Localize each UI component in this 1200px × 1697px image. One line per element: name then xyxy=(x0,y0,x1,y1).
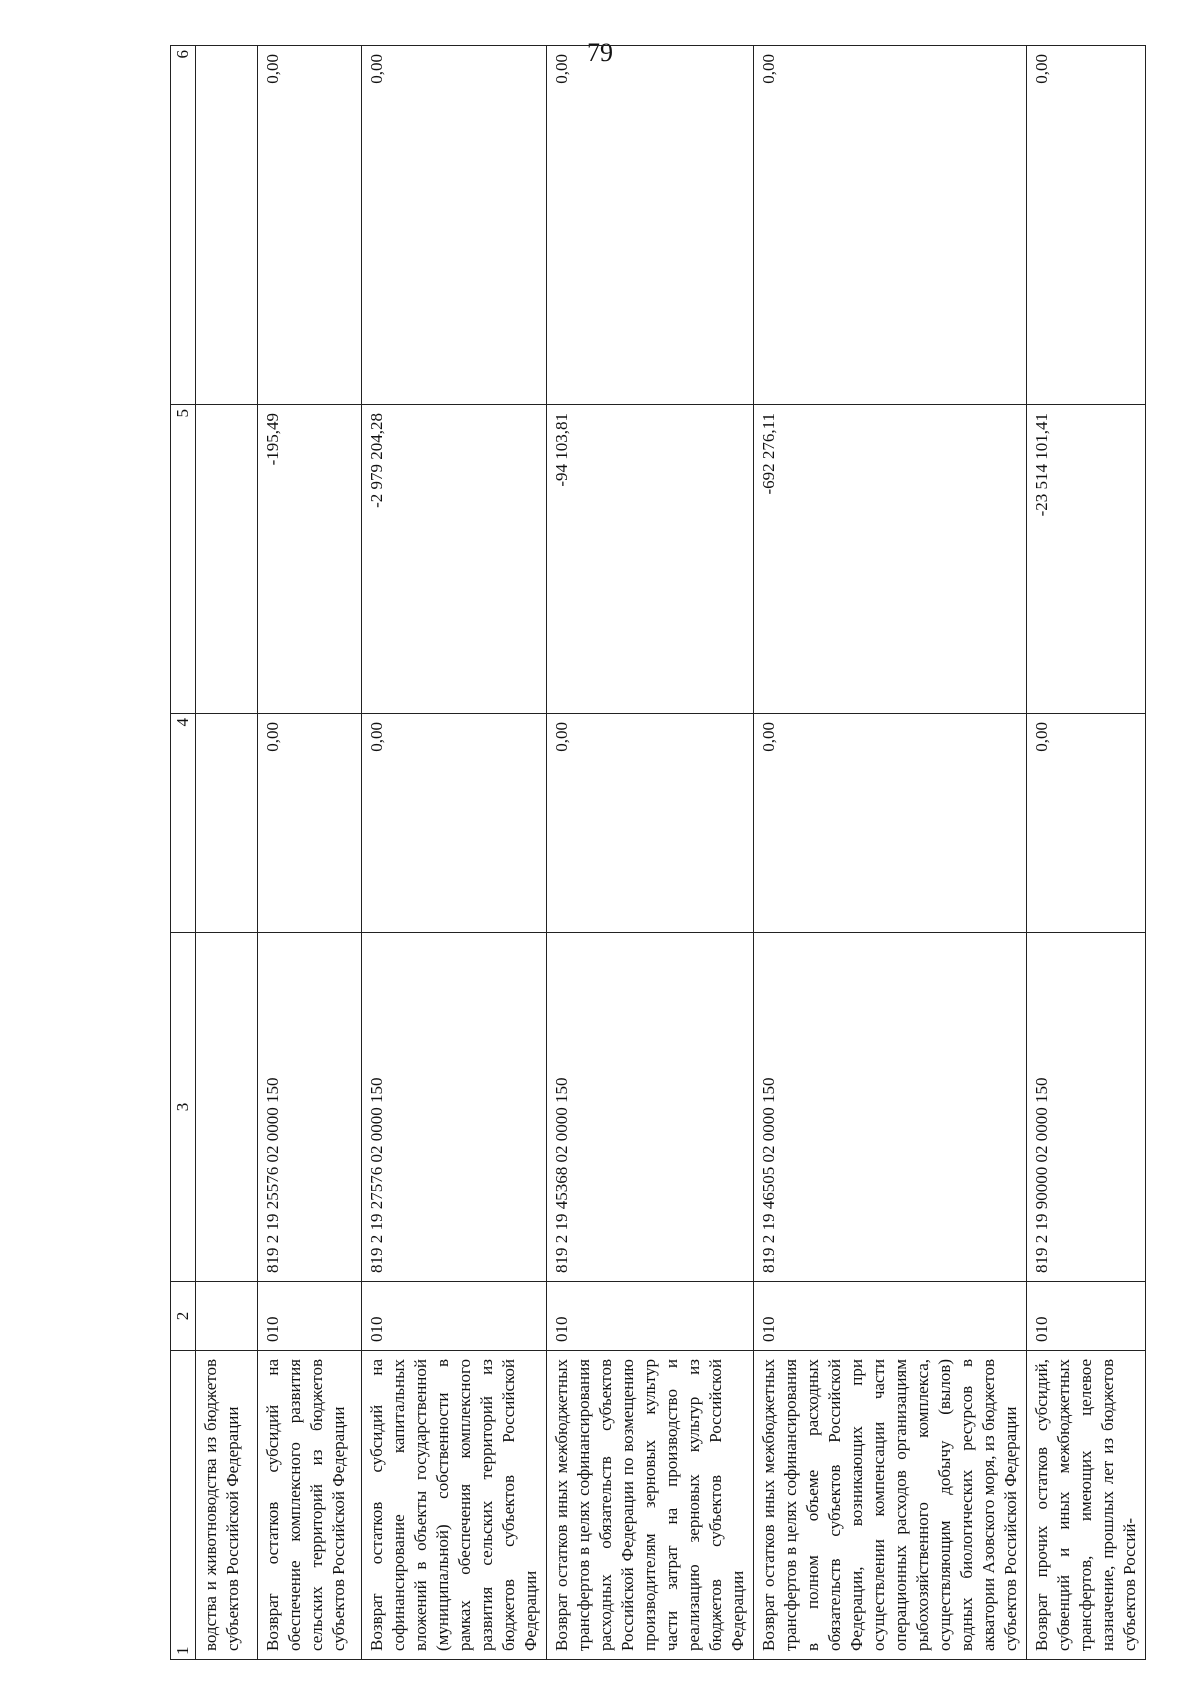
row-value-4: 0,00 xyxy=(258,714,362,933)
row-code: 010 xyxy=(258,1282,362,1351)
row-value-5: -2 979 204,28 xyxy=(362,405,547,714)
row-code: 010 xyxy=(1027,1282,1146,1351)
row-description: Возврат остатков иных межбюджетных трансфертов в целях софинансирования в полном объеме расходных обязательств субъектов Российской Федерации, возникающих при осуществлении компенсации части операционных расходов организациям рыбохозяйственного комплекса, осуществляющим добычу (вылов) водных биологических ресурсов в акватории Азовского моря, из бюджетов субъектов Российской Федерации xyxy=(754,1351,1027,1660)
table-row xyxy=(362,46,547,1660)
row-description: Возврат остатков иных межбюджетных трансфертов в целях софинансирования расходных обязательств субъектов Российской Федерации по возмещению производителям зерновых культур части затрат на производство и реализацию зерновых культур из бюджетов субъектов Российской Федерации xyxy=(547,1351,754,1660)
row-value-6: 0,00 xyxy=(258,46,362,405)
row-value-5 xyxy=(196,405,258,714)
row-description: Возврат прочих остатков субсидий, субвенций и иных межбюджетных трансфертов, имеющих целевое назначение, прошлых лет из бюджетов субъектов Россий- xyxy=(1027,1351,1146,1660)
table-row xyxy=(196,46,258,1660)
row-value-5: -94 103,81 xyxy=(547,405,754,714)
row-description: Возврат остатков субсидий на обеспечение комплексного развития сельских территорий из бюджетов субъектов Российской Федерации xyxy=(258,1351,362,1660)
row-value-5: -692 276,11 xyxy=(754,405,1027,714)
row-classification: 819 2 19 27576 02 0000 150 xyxy=(362,933,547,1282)
table-row xyxy=(547,46,754,1660)
row-value-4: 0,00 xyxy=(1027,714,1146,933)
header-col-2: 2 xyxy=(171,1282,196,1351)
row-code: 010 xyxy=(547,1282,754,1351)
row-value-6: 0,00 xyxy=(1027,46,1146,405)
row-description: водства и животноводства из бюджетов субъектов Российской Федерации xyxy=(196,1351,258,1660)
row-value-4 xyxy=(196,714,258,933)
page-number: 79 xyxy=(587,38,613,67)
budget-table xyxy=(170,45,1146,1660)
row-value-4: 0,00 xyxy=(547,714,754,933)
row-value-6: 0,00 xyxy=(754,46,1027,405)
row-code: 010 xyxy=(362,1282,547,1351)
table-row xyxy=(1027,46,1146,1660)
header-row xyxy=(171,46,196,1660)
rotated-table-container xyxy=(170,50,1139,1660)
row-code: 010 xyxy=(754,1282,1027,1351)
row-value-6: 0,00 xyxy=(547,46,754,405)
header-col-4: 4 xyxy=(171,714,196,933)
row-description: Возврат остатков субсидий на софинансирование капитальных вложений в объекты государственной (муниципальной) собственности в рамках обеспечения комплексного развития сельских территорий из бюджетов субъектов Российской Федерации xyxy=(362,1351,547,1660)
row-classification: 819 2 19 46505 02 0000 150 xyxy=(754,933,1027,1282)
row-value-4: 0,00 xyxy=(362,714,547,933)
row-code xyxy=(196,1282,258,1351)
table-row xyxy=(754,46,1027,1660)
header-col-5: 5 xyxy=(171,405,196,714)
row-value-6: 0,00 xyxy=(362,46,547,405)
header-col-6: 6 xyxy=(171,46,196,405)
header-col-3: 3 xyxy=(171,933,196,1282)
row-value-6 xyxy=(196,46,258,405)
row-value-5: -195,49 xyxy=(258,405,362,714)
row-value-5: -23 514 101,41 xyxy=(1027,405,1146,714)
row-classification: 819 2 19 25576 02 0000 150 xyxy=(258,933,362,1282)
row-classification: 819 2 19 45368 02 0000 150 xyxy=(547,933,754,1282)
row-value-4: 0,00 xyxy=(754,714,1027,933)
row-classification xyxy=(196,933,258,1282)
header-col-1: 1 xyxy=(171,1351,196,1660)
row-classification: 819 2 19 90000 02 0000 150 xyxy=(1027,933,1146,1282)
table-row xyxy=(258,46,362,1660)
